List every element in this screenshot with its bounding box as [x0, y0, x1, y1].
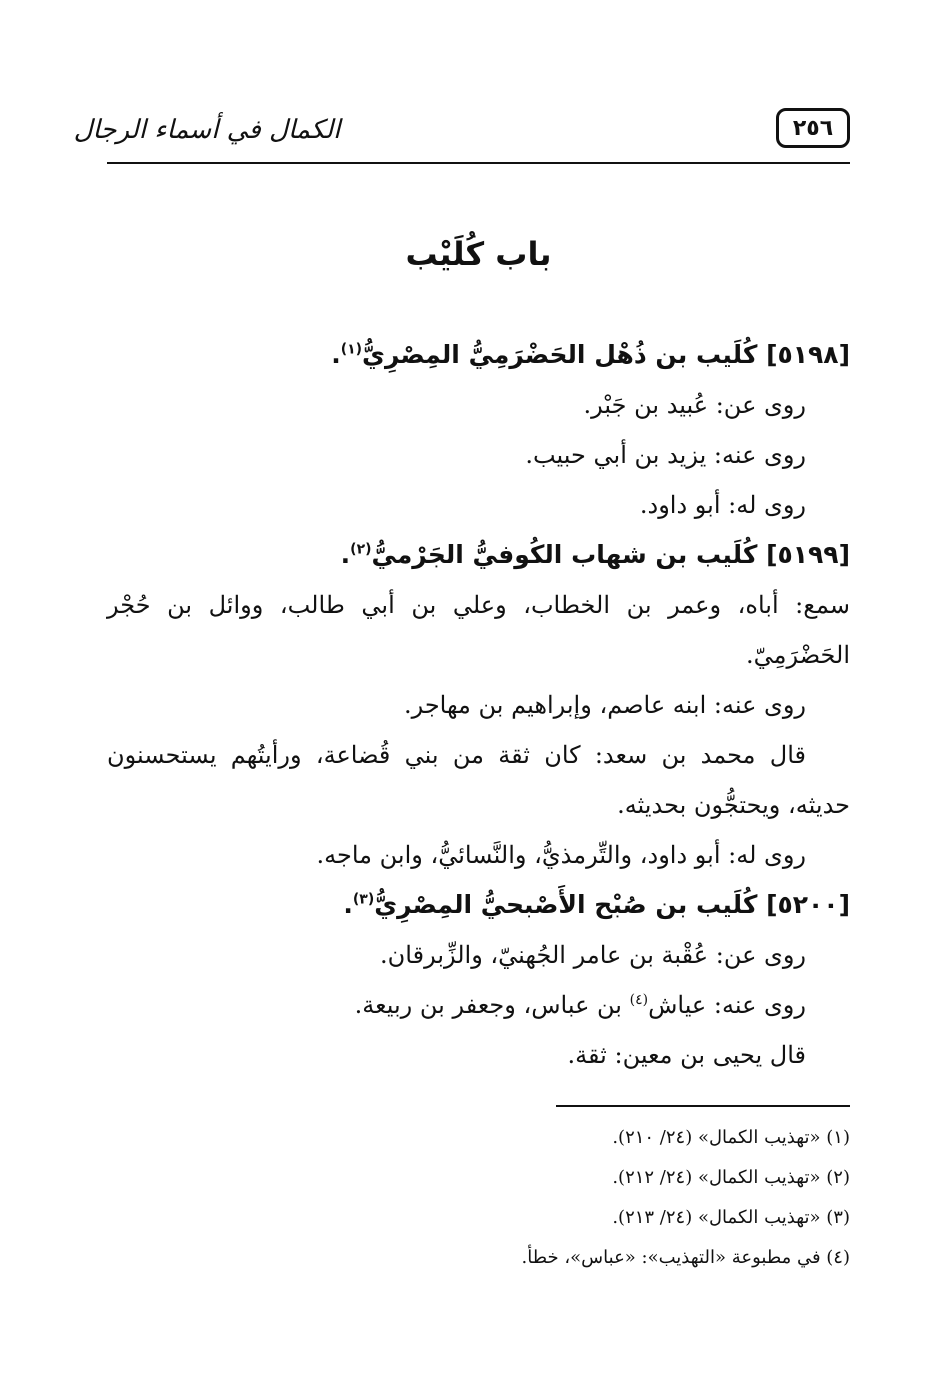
entry-heading-text: [٥١٩٩] كُلَيب بن شهاب الكُوفيُّ الجَرْميُّ: [371, 540, 850, 569]
footnote-divider: [556, 1105, 850, 1107]
entry-heading: [107, 880, 850, 930]
text-segment: روى عنه: عياش: [648, 991, 806, 1019]
text-line: روى عن: عُبيد بن جَبْر.: [583, 391, 806, 419]
book-title: الكمال في أسماء الرجال: [73, 115, 341, 145]
text-line: [107, 980, 850, 1030]
text-line: قال يحيى بن معين: ثقة.: [567, 1041, 806, 1069]
footnote-ref: (٣): [352, 891, 375, 908]
footnote-ref: (١): [340, 341, 363, 358]
text-line: حديثه، ويحتجُّون بحديثه.: [617, 791, 850, 819]
text-line: قال محمد بن سعد: كان ثقة من بني قُضاعة، ورأيتُهم يستحسنون: [107, 741, 806, 769]
footnote: (٢) «تهذيب الكمال» (٢٤/ ٢١٢).: [612, 1167, 850, 1188]
entry-heading: [107, 530, 850, 580]
entry-heading-end: .: [331, 340, 341, 369]
text-line: روى له: أبو داود، والتِّرمذيُّ، والنَّسائيُّ، وابن ماجه.: [316, 841, 806, 869]
main-text: [107, 330, 850, 1080]
text-line: الحَضْرَمِيّ.: [745, 641, 850, 669]
running-header: [73, 108, 850, 160]
text-line: روى له: أبو داود.: [639, 491, 806, 519]
footnote: (٤) في مطبوعة «التهذيب»: «عباس»، خطأ.: [521, 1247, 850, 1268]
text-segment: بن عباس، وجعفر بن ربيعة.: [354, 991, 630, 1019]
text-line: روى عن: عُقْبة بن عامر الجُهنيّ، والزِّبرقان.: [380, 941, 806, 969]
entry-heading-end: .: [340, 540, 351, 569]
page-number: ٢٥٦: [776, 108, 850, 148]
text-line: روى عنه: يزيد بن أبي حبيب.: [525, 441, 806, 469]
footnote: (١) «تهذيب الكمال» (٢٤/ ٢١٠).: [612, 1127, 850, 1148]
header-divider: [107, 162, 850, 164]
text-line: روى عنه: ابنه عاصم، وإبراهيم بن مهاجر.: [403, 691, 806, 719]
footnote-ref: (٤): [629, 992, 649, 1008]
footnote: (٣) «تهذيب الكمال» (٢٤/ ٢١٣).: [612, 1207, 850, 1228]
entry-heading-end: .: [343, 890, 353, 919]
chapter-title: باب كُلَيْب: [405, 235, 552, 273]
entry-heading-text: [٥٢٠٠] كُلَيب بن صُبْح الأَصْبحيُّ المِصْرِيُّ: [374, 890, 850, 919]
text-line: سمع: أباه، وعمر بن الخطاب، وعلي بن أبي طالب، ووائل بن حُجْر: [107, 591, 850, 619]
entry-heading: [107, 330, 850, 380]
footnote-ref: (٢): [350, 541, 372, 558]
entry-heading-text: [٥١٩٨] كُلَيب بن ذُهْل الحَضْرَمِيُّ المِصْرِيُّ: [362, 340, 850, 369]
footnotes: [107, 1118, 850, 1278]
